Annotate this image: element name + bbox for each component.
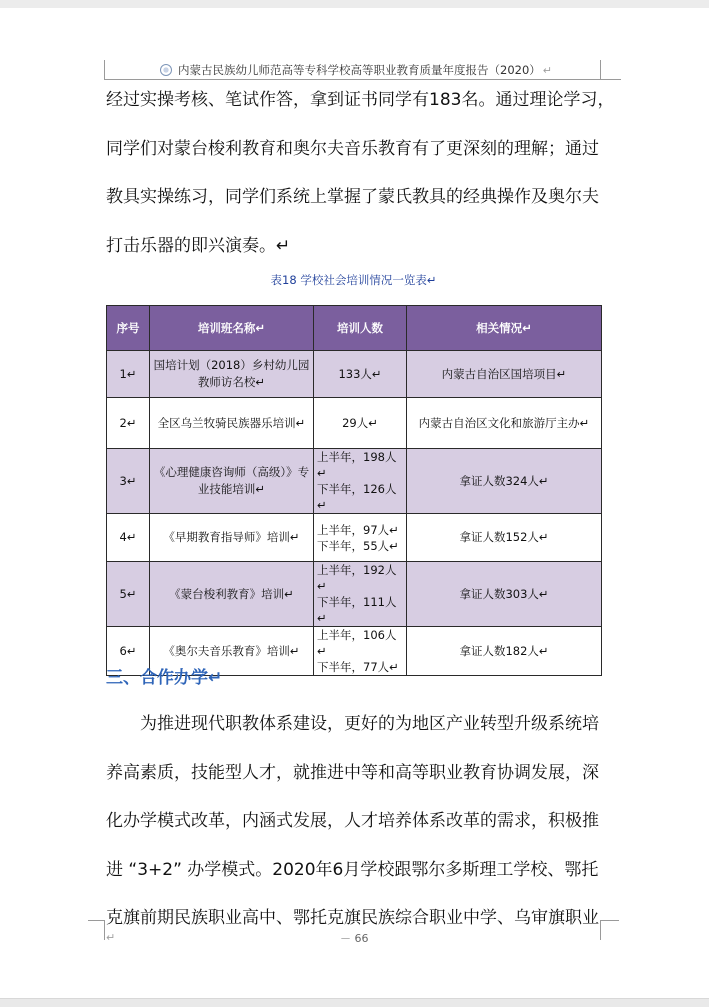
count-first-half: 上半年，97人↵ [317,522,399,537]
footer-return-mark: ↵ [106,931,116,944]
header-count: 培训人数 [314,306,407,351]
table-row [107,398,602,449]
table-row [107,562,602,627]
table-row [107,449,602,514]
paragraph-line: 克旗前期民族职业高中、鄂托克旗民族综合职业中学、乌审旗职业 [106,908,599,928]
paragraph-line: 同学们对蒙台梭利教育和奥尔夫音乐教育有了更深刻的理解；通过 [106,138,599,159]
paragraph-training-results [106,76,615,270]
cell-name: 《心理健康咨询师（高级）》专业技能培训↵ [150,449,314,514]
paragraph-line: 经过实操考核、笔试作答，拿到证书同学有183名。通过理论学习， [106,90,615,110]
cell-count [314,514,407,562]
cell-no: 5↵ [107,562,150,627]
cell-count [314,627,407,676]
header-name: 培训班名称↵ [150,306,314,351]
crop-mark-bottom-right-h [601,920,619,921]
cell-name: 全区乌兰牧骑民族器乐培训↵ [150,398,314,449]
cell-count: 133人↵ [314,351,407,398]
paragraph-line: 进 “3+2” 办学模式。2020年6月学校跟鄂尔多斯理工学校、鄂托 [106,859,599,880]
cell-no: 1↵ [107,351,150,398]
top-margin-bar [0,0,709,8]
header-title: 内蒙古民族幼儿师范高等专科学校高等职业教育质量年度报告（2020） [178,63,541,77]
cell-no: 2↵ [107,398,150,449]
count-first-half: 上半年，198人↵ [317,450,397,480]
cell-name: 《早期教育指导师》培训↵ [150,514,314,562]
table-caption: 表18 学校社会培训情况一览表↵ [270,273,437,287]
paragraph-line: 为推进现代职教体系建设，更好的为地区产业转型升级系统培 [140,714,599,734]
cell-count [314,562,407,627]
table-row [107,514,602,562]
cell-info: 拿证人数152人↵ [407,514,602,562]
paragraph-line: 化办学模式改革，内涵式发展，人才培养体系改革的需求，积极推 [106,811,599,831]
cell-no: 4↵ [107,514,150,562]
paragraph-line: 打击乐器的即兴演奏。↵ [106,235,291,256]
crop-mark-bottom-right [600,920,601,940]
table-row [107,351,602,398]
cell-name: 《蒙台梭利教育》培训↵ [150,562,314,627]
school-logo-icon [160,64,172,76]
paragraph-cooperation [106,700,606,943]
cell-name: 国培计划（2018）乡村幼儿园教师访名校↵ [150,351,314,398]
section-heading: 三、合作办学↵ [106,668,223,688]
header-return-mark: ↵ [542,63,552,77]
cell-count: 29人↵ [314,398,407,449]
cell-info: 拿证人数182人↵ [407,627,602,676]
cell-count [314,449,407,514]
cell-info: 内蒙古自治区国培项目↵ [407,351,602,398]
paragraph-line: 养高素质，技能型人才，就推进中等和高等职业教育协调发展，深 [106,762,599,783]
social-training-table [106,305,602,676]
header-no: 序号 [107,306,150,351]
cell-no: 3↵ [107,449,150,514]
count-second-half: 下半年，111人↵ [317,595,397,625]
cell-info: 拿证人数324人↵ [407,449,602,514]
paragraph-line: 教具实操练习，同学们系统上掌握了蒙氏教具的经典操作及奥尔夫 [106,187,599,207]
count-second-half: 下半年，126人↵ [317,482,397,512]
crop-mark-top-left [104,60,105,80]
count-first-half: 上半年，106人↵ [317,628,397,658]
cell-no: 6↵ [107,627,150,676]
header-info: 相关情况↵ [407,306,602,351]
cell-name: 《奥尔夫音乐教育》培训↵ [150,627,314,676]
crop-mark-bottom-left [104,920,105,940]
count-second-half: 下半年，55人↵ [317,538,399,553]
table-header-row [107,306,602,351]
count-first-half: 上半年，192人↵ [317,563,397,593]
count-second-half: 下半年，77人↵ [317,660,399,674]
crop-mark-bottom-left-h [88,920,104,921]
cell-info: 内蒙古自治区文化和旅游厅主办↵ [407,398,602,449]
page-number: － 66 [340,932,369,945]
cell-info: 拿证人数303人↵ [407,562,602,627]
